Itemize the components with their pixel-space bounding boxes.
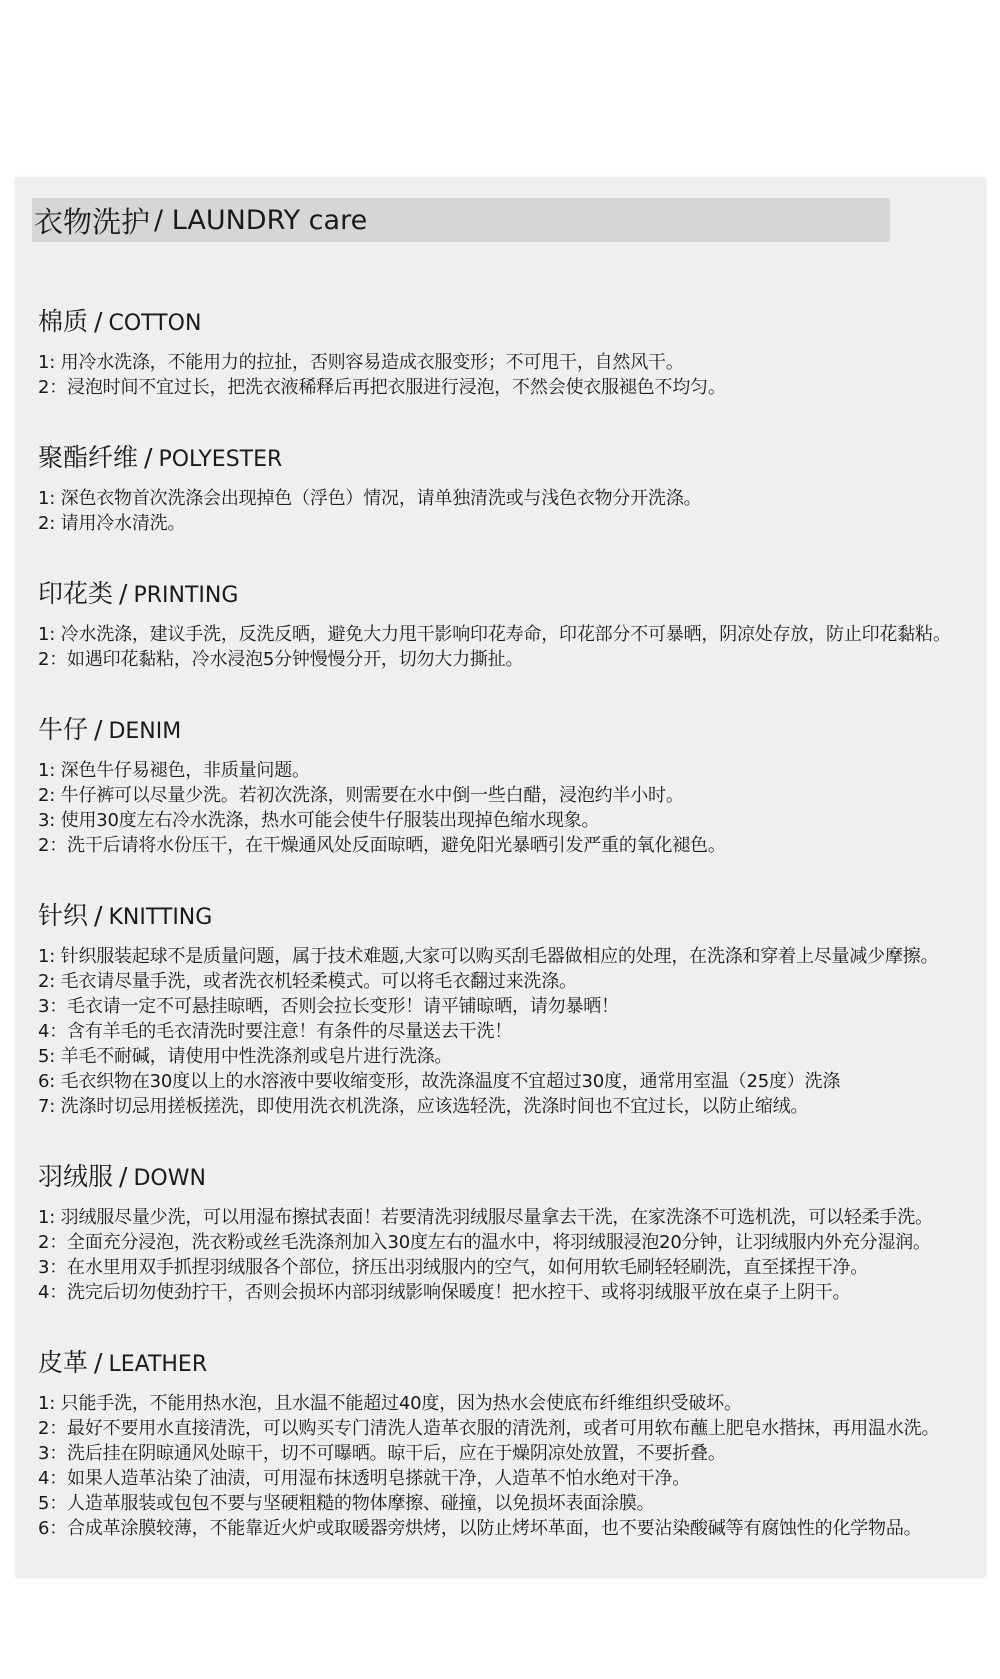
care-instruction-line: 2：全面充分浸泡，洗衣粉或丝毛洗涤剂加入30度左右的温水中，将羽绒服浸泡20分钟，让羽绒服内外充分湿润。 <box>38 1232 931 1253</box>
care-instruction-line: 3: 使用30度左右冷水洗涤，热水可能会使牛仔服装出现掉色缩水现象。 <box>38 810 600 831</box>
care-instruction-line: 4：含有羊毛的毛衣清洗时要注意！有条件的尽量送去干洗！ <box>38 1021 513 1042</box>
care-section <box>38 896 978 1119</box>
care-section <box>38 1157 978 1305</box>
care-section <box>38 438 978 536</box>
title-separator: / <box>119 1162 128 1191</box>
care-section <box>38 574 978 672</box>
section-title-english: DENIM <box>108 719 182 744</box>
care-instruction-line: 2：洗干后请将水份压干，在干燥通风处反面晾晒，避免阳光暴晒引发严重的氧化褪色。 <box>38 835 726 856</box>
section-title-chinese: 牛仔 <box>38 715 89 744</box>
care-instruction-line: 3：在水里用双手抓捏羽绒服各个部位，挤压出羽绒服内的空气，如何用软毛刷轻轻刷洗，直至揉捏干净。 <box>38 1257 869 1278</box>
care-instruction-line: 5: 羊毛不耐碱，请使用中性洗涤剂或皂片进行洗涤。 <box>38 1046 453 1067</box>
section-title <box>38 438 978 474</box>
care-instruction-line: 4：洗完后切勿使劲拧干，否则会损坏内部羽绒影响保暖度！把水控干、或将羽绒服平放在桌子上阴干。 <box>38 1282 851 1303</box>
care-instruction-line: 2: 请用冷水清洗。 <box>38 513 186 534</box>
care-instruction-line: 1: 用冷水洗涤，不能用力的拉扯，否则容易造成衣服变形；不可甩干，自然风干。 <box>38 352 684 373</box>
section-title <box>38 710 978 746</box>
care-instruction-line: 7: 洗涤时切忌用搓板搓洗，即使用洗衣机洗涤，应该选轻洗，洗涤时间也不宜过长，以防止缩绒。 <box>38 1096 809 1117</box>
section-title <box>38 302 978 338</box>
section-title-chinese: 印花类 <box>38 579 114 608</box>
care-instruction-line: 2: 毛衣请尽量手洗，或者洗衣机轻柔模式。可以将毛衣翻过来洗涤。 <box>38 971 577 992</box>
section-title-english: POLYESTER <box>158 447 283 472</box>
care-instruction-line: 6: 毛衣织物在30度以上的水溶液中要收缩变形，故洗涤温度不宜超过30度，通常用室温（25度）洗涤 <box>38 1071 841 1092</box>
care-instruction-line: 4：如果人造革沾染了油渍，可用湿布抹透明皂搽就干净，人造革不怕水绝对干净。 <box>38 1468 691 1489</box>
page-title-english: / LAUNDRY care <box>154 204 368 236</box>
title-separator: / <box>94 901 103 930</box>
section-title-chinese: 针织 <box>38 901 89 930</box>
care-instruction-line: 1: 冷水洗涤，建议手洗，反洗反晒，避免大力甩干影响印花寿命，印花部分不可暴晒，阴凉处存放，防止印花黏粘。 <box>38 624 951 645</box>
care-instruction-line: 5：人造革服装或包包不要与坚硬粗糙的物体摩擦、碰撞，以免损坏表面涂膜。 <box>38 1493 655 1514</box>
section-title-chinese: 羽绒服 <box>38 1162 114 1191</box>
section-title-chinese: 聚酯纤维 <box>38 443 139 472</box>
title-separator: / <box>94 715 103 744</box>
care-instruction-line: 6：合成革涂膜较薄，不能靠近火炉或取暖器旁烘烤，以防止烤坏革面，也不要沾染酸碱等有腐蚀性的化学物品。 <box>38 1518 922 1539</box>
care-instruction-line: 1: 只能手洗，不能用热水泡，且水温不能超过40度，因为热水会使底布纤维组织受破坏。 <box>38 1393 742 1414</box>
page-title <box>32 198 890 242</box>
title-separator: / <box>119 579 128 608</box>
care-instruction-line: 1: 深色牛仔易褪色，非质量问题。 <box>38 760 310 781</box>
care-instruction-line: 1: 羽绒服尽量少洗，可以用湿布擦拭表面！若要清洗羽绒服尽量拿去干洗，在家洗涤不可选机洗，可以轻柔手洗。 <box>38 1207 933 1228</box>
page-title-chinese: 衣物洗护 <box>34 204 151 239</box>
section-title <box>38 896 978 932</box>
care-sections <box>38 302 978 1579</box>
care-instruction-line: 3：毛衣请一定不可悬挂晾晒，否则会拉长变形！请平铺晾晒，请勿暴晒！ <box>38 996 619 1017</box>
section-title-english: LEATHER <box>108 1352 208 1377</box>
title-separator: / <box>94 1348 103 1377</box>
care-instruction-line: 2：最好不要用水直接清洗，可以购买专门清洗人造革衣服的清洗剂，或者可用软布蘸上肥皂水揩抹，再用温水洗。 <box>38 1418 940 1439</box>
care-section <box>38 710 978 858</box>
title-separator: / <box>144 443 153 472</box>
care-instruction-line: 1: 针织服装起球不是质量问题，属于技术难题,大家可以购买刮毛器做相应的处理，在洗涤和穿着上尽量减少摩擦。 <box>38 946 939 967</box>
section-title-english: PRINTING <box>133 583 239 608</box>
care-instruction-line: 3：洗后挂在阴晾通风处晾干，切不可曝晒。晾干后，应在于燥阴凉处放置，不要折叠。 <box>38 1443 726 1464</box>
care-section <box>38 1343 978 1541</box>
care-instruction-line: 1: 深色衣物首次洗涤会出现掉色（浮色）情况，请单独清洗或与浅色衣物分开洗涤。 <box>38 488 702 509</box>
section-title-chinese: 棉质 <box>38 307 89 336</box>
section-title-english: KNITTING <box>108 905 213 930</box>
title-separator: / <box>94 307 103 336</box>
section-title-english: COTTON <box>108 311 202 336</box>
care-instruction-line: 2：如遇印花黏粘，冷水浸泡5分钟慢慢分开，切勿大力撕扯。 <box>38 649 524 670</box>
section-title <box>38 1157 978 1193</box>
laundry-care-card <box>16 178 985 1577</box>
section-title <box>38 574 978 610</box>
section-title <box>38 1343 978 1379</box>
section-title-chinese: 皮革 <box>38 1348 89 1377</box>
care-instruction-line: 2：浸泡时间不宜过长，把洗衣液稀释后再把衣服进行浸泡，不然会使衣服褪色不均匀。 <box>38 377 726 398</box>
care-instruction-line: 2: 牛仔裤可以尽量少洗。若初次洗涤，则需要在水中倒一些白醋，浸泡约半小时。 <box>38 785 684 806</box>
care-section <box>38 302 978 400</box>
section-title-english: DOWN <box>133 1166 206 1191</box>
